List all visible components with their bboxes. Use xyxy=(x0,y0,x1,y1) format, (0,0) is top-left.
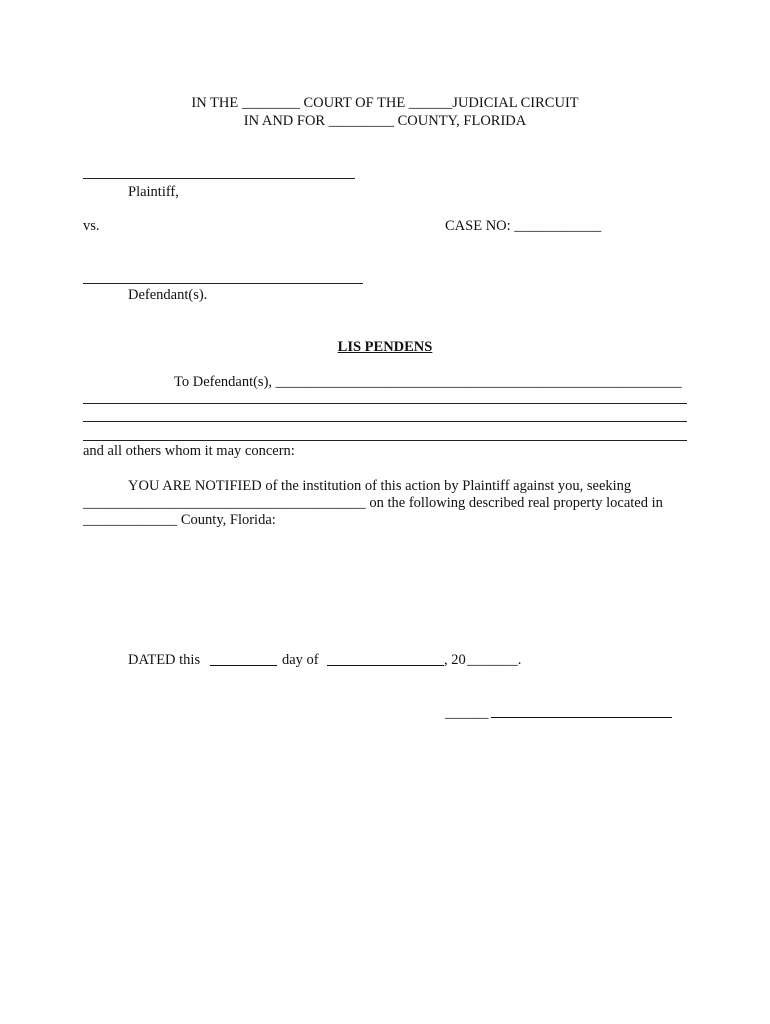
defendant-name-line[interactable] xyxy=(83,283,363,284)
defendants-blank-line-1[interactable] xyxy=(83,403,687,404)
defendants-blank-line-2[interactable] xyxy=(83,421,687,422)
day-of-label: day of xyxy=(282,652,319,668)
case-number[interactable]: CASE NO: ____________ xyxy=(445,218,602,234)
signature-line[interactable] xyxy=(491,717,672,718)
defendant-label: Defendant(s). xyxy=(128,287,208,303)
year-blank[interactable]: _______. xyxy=(467,652,522,668)
notice-line-3[interactable]: _____________ County, Florida: xyxy=(83,512,276,528)
year-prefix: , 20 xyxy=(444,652,466,668)
court-caption-line-1: IN THE ________ COURT OF THE ______JUDICIAL CIRCUIT xyxy=(191,95,579,111)
notice-line-1: YOU ARE NOTIFIED of the institution of this action by Plaintiff against you, seeking xyxy=(128,478,632,494)
day-blank[interactable] xyxy=(210,665,277,666)
court-caption-line-2: IN AND FOR _________ COUNTY, FLORIDA xyxy=(243,113,527,129)
plaintiff-name-line[interactable] xyxy=(83,178,355,179)
dated-prefix: DATED this xyxy=(128,652,201,668)
to-defendants-line[interactable]: To Defendant(s), ________________________________________________________ xyxy=(174,374,682,390)
signature-blank-prefix[interactable]: ______ xyxy=(445,705,489,721)
plaintiff-label: Plaintiff, xyxy=(128,184,179,200)
document-title: LIS PENDENS xyxy=(337,339,433,355)
versus-label: vs. xyxy=(83,218,100,234)
defendants-blank-line-3[interactable] xyxy=(83,440,687,441)
notice-line-2[interactable]: _______________________________________ on the following described real property located in xyxy=(83,495,663,511)
concern-text: and all others whom it may concern: xyxy=(83,443,295,459)
month-blank[interactable] xyxy=(327,665,444,666)
